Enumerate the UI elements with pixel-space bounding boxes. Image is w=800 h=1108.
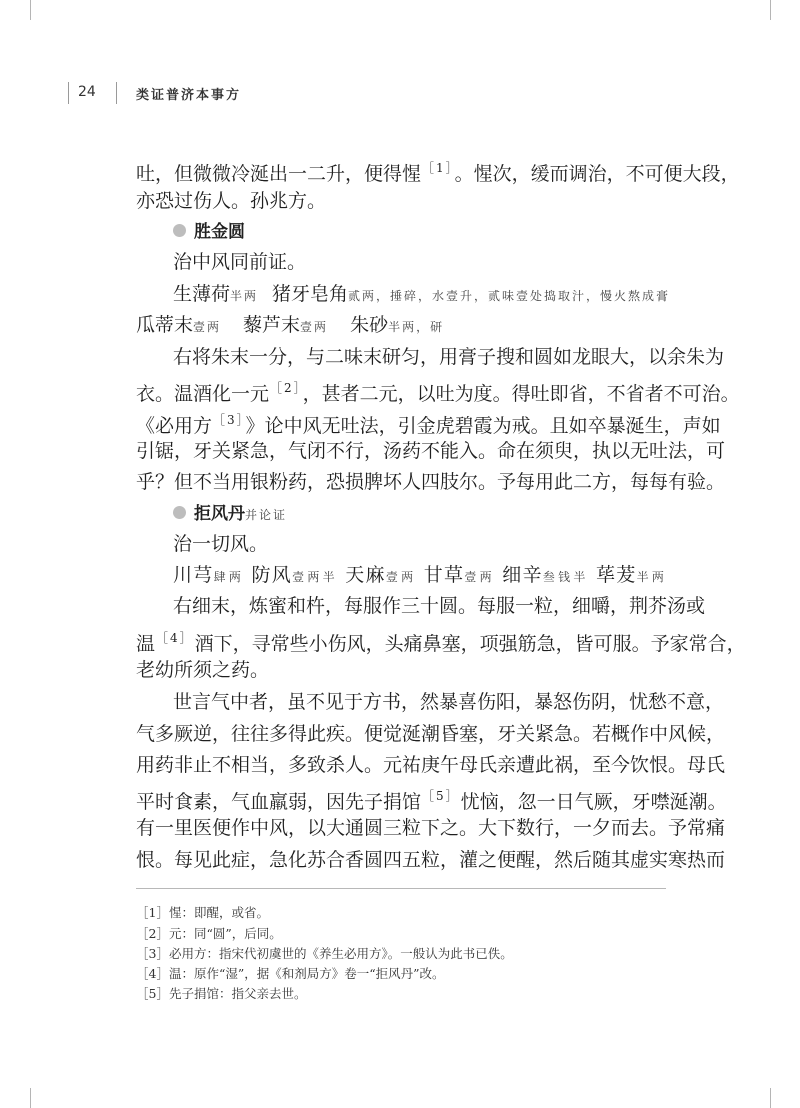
- crop-mark-top-left: [30, 0, 31, 20]
- running-title: 类证普济本事方: [136, 88, 242, 103]
- crop-mark-bottom-left: [30, 1088, 31, 1108]
- page-number: 24: [78, 84, 96, 100]
- text-line: 乎？但不当用银粉药，恐损脾坏人四肢尔。予每用此二方，每每有验。: [136, 471, 726, 493]
- ingredient: 甘草壹两: [423, 564, 495, 586]
- ingredient-line: [173, 563, 666, 589]
- ingredient: 细辛叁钱半: [502, 564, 589, 586]
- text-line: 老幼所须之药。: [136, 659, 270, 681]
- text-line: 平时食素，气血羸弱，因先子捐馆$^{[5]}$忧恼，忽一日气厥，牙噤涎潮。: [136, 789, 727, 813]
- section-bullet-icon: [173, 506, 186, 519]
- footnote-ref: ［1］: [422, 161, 454, 175]
- text-line: 右细末，炼蜜和杵，每服作三十圆。每服一粒，细嚼，荆芥汤或: [173, 595, 706, 617]
- footnote-ref: ［4］: [156, 631, 194, 645]
- footnote-ref: ［5］: [422, 789, 460, 803]
- footnote-ref: ［3］: [213, 413, 245, 427]
- footnote: ［5］先子捐馆：指父亲去世。: [136, 986, 307, 1001]
- text-line: 右将朱末一分，与二味末研匀，用膏子搜和圆如龙眼大，以余朱为: [173, 346, 725, 368]
- header-divider-right: [116, 82, 117, 104]
- footnote: ［2］元：同“圆”，后同。: [136, 926, 282, 941]
- text-line: 温$^{[4]}$酒下，寻常些小伤风，头痛鼻塞，项强筋急，皆可服。予家常合，: [136, 631, 746, 655]
- footnote-ref: ［2］: [270, 381, 302, 395]
- text-line: 恨。每见此症，急化苏合香圆四五粒，灌之便醒，然后随其虚实寒热而: [136, 849, 726, 871]
- ingredient: 防风壹两半: [251, 564, 338, 586]
- crop-mark-top-right: [770, 0, 771, 20]
- section-heading: 拒风丹并论证: [194, 504, 288, 524]
- crop-mark-bottom-right: [770, 1088, 771, 1108]
- section-bullet-icon: [173, 224, 186, 237]
- text-line: 治中风同前证。: [173, 251, 307, 273]
- footnote: ［4］温：原作“湿”，据《和剂局方》卷一“拒风丹”改。: [136, 966, 445, 981]
- ingredient-line: 瓜蒂末壹两 藜芦末壹两 朱砂半两，研: [136, 314, 445, 336]
- text-line: 气多厥逆，往往多得此疾。便觉涎潮昏塞，牙关紧急。若概作中风候，: [136, 723, 726, 745]
- ingredient-line: 生薄荷半两 猪牙皂角贰两，捶碎，水壹升，贰味壹处捣取汁，慢火熬成膏: [173, 283, 671, 305]
- footnote: ［1］惺：即醒，或省。: [136, 905, 269, 920]
- footnote-divider: [136, 888, 666, 889]
- section-heading: 胜金圆: [194, 222, 245, 242]
- text-line: 引锯，牙关紧急，气闭不行，汤药不能入。命在须臾，执以无吐法，可: [136, 440, 726, 462]
- text-line: 世言气中者，虽不见于方书，然暴喜伤阳，暴怒伤阴，忧愁不意，: [173, 691, 725, 713]
- text-line: 亦恐过伤人。孙兆方。: [136, 190, 327, 212]
- text-line: 《必用方$^{[3]}$》论中风无吐法，引金虎碧霞为戒。且如卒暴涎生，声如: [136, 413, 721, 437]
- text-line: 治一切风。: [173, 533, 269, 555]
- text-line: 衣。温酒化一元$^{[2]}$，甚者二元，以吐为度。得吐即省，不省者不可治。: [136, 381, 740, 405]
- text-line: 用药非止不相当，多致杀人。元祐庚午母氏亲遭此祸，至今饮恨。母氏: [136, 754, 726, 776]
- text-line: 吐，但微微冷涎出一二升，便得惺$^{[1]}$。惺次，缓而调治，不可便大段，: [136, 161, 740, 185]
- ingredient: 天麻壹两: [345, 564, 417, 586]
- header-divider-left: [68, 82, 69, 104]
- footnote: ［3］必用方：指宋代初虞世的《养生必用方》。一般认为此书已佚。: [136, 946, 513, 961]
- ingredient: 川芎肆两: [173, 564, 245, 586]
- ingredient: 荜茇半两: [595, 564, 666, 586]
- text-line: 有一里医便作中风，以大通圆三粒下之。大下数行，一夕而去。予常痛: [136, 817, 726, 839]
